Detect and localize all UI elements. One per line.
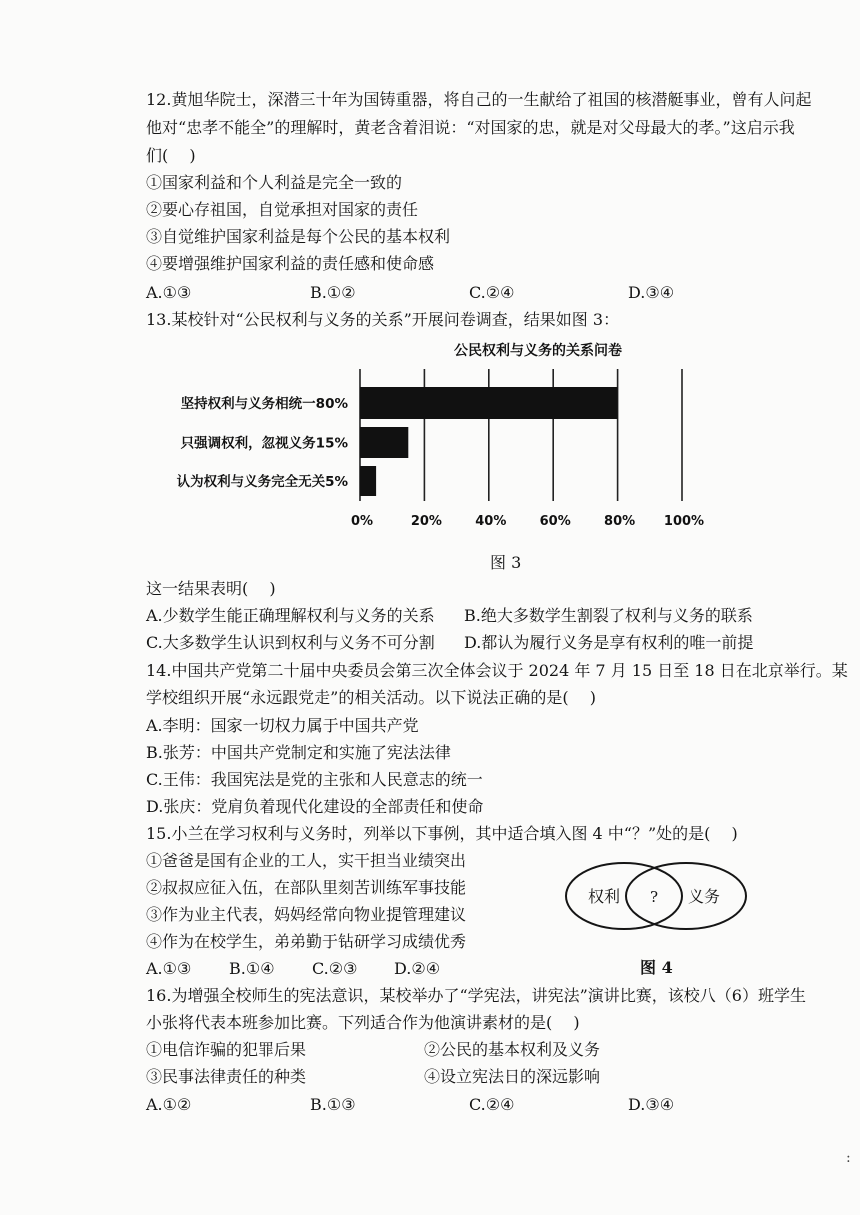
chart-category-label: 只强调权利，忽视义务15% (180, 435, 348, 452)
q14-stem-line-1: 14.中国共产党第二十届中央委员会第三次全体会议于 2024 年 7 月 15 日至 18 日在北京举行。某 (146, 661, 848, 680)
q12-stem-line-3: 们( ) (146, 146, 196, 165)
q16-item-3: ③民事法律责任的种类 (146, 1067, 307, 1086)
chart-bar (360, 387, 618, 419)
margin-mark: : (846, 1150, 851, 1166)
q12-option-c[interactable]: C.②④ (469, 283, 515, 302)
chart-tick-label: 60% (539, 514, 571, 529)
chart-tick-labels (351, 514, 704, 529)
q12-item-4: ④要增强维护国家利益的责任感和使命感 (146, 254, 435, 273)
q15-stem: 15.小兰在学习权利与义务时，列举以下事例，其中适合填入图 4 中“？”处的是( ) (146, 824, 738, 843)
q16-option-c[interactable]: C.②④ (469, 1095, 515, 1114)
chart-category-label: 坚持权利与义务相统一80% (180, 396, 348, 412)
q15-option-b[interactable]: B.①④ (229, 959, 275, 978)
q16-option-b[interactable]: B.①③ (310, 1095, 356, 1114)
q12-option-a[interactable]: A.①③ (146, 283, 192, 302)
q16-stem-line-1: 16.为增强全校师生的宪法意识，某校举办了“学宪法，讲宪法”演讲比赛，该校八（6）班学生 (146, 986, 806, 1005)
figure-4-caption: 图 4 (640, 958, 673, 977)
q12-stem-line-2: 他对“忠孝不能全”的理解时，黄老含着泪说：“对国家的忠，就是对父母最大的孝。”这启示我 (146, 118, 795, 137)
q16-item-4: ④设立宪法日的深远影响 (424, 1067, 601, 1086)
venn-diagram (562, 858, 752, 934)
q12-option-b[interactable]: B.①② (310, 283, 356, 302)
venn-right-circle (626, 863, 746, 929)
q15-item-3: ③作为业主代表，妈妈经常向物业提管理建议 (146, 905, 467, 924)
q14-option-b[interactable]: B.张芳：中国共产党制定和实施了宪法法律 (146, 743, 451, 762)
venn-middle-label: ? (649, 888, 659, 906)
q16-item-2: ②公民的基本权利及义务 (424, 1040, 601, 1059)
q15-item-2: ②叔叔应征入伍，在部队里刻苦训练军事技能 (146, 878, 467, 897)
venn-left-label: 权利 (587, 887, 621, 906)
q12-stem-line-1: 12.黄旭华院士，深潜三十年为国铸重器，将自己的一生献给了祖国的核潜艇事业，曾有人问起 (146, 90, 812, 109)
chart-bar (360, 427, 408, 458)
q12-item-3: ③自觉维护国家利益是每个公民的基本权利 (146, 227, 451, 246)
q16-item-1: ①电信诈骗的犯罪后果 (146, 1040, 307, 1059)
q14-option-c[interactable]: C.王伟：我国宪法是党的主张和人民意志的统一 (146, 770, 483, 789)
q13-option-a[interactable]: A.少数学生能正确理解权利与义务的关系 (146, 606, 435, 625)
q14-stem-line-2: 学校组织开展“永远跟党走”的相关活动。以下说法正确的是( ) (146, 688, 596, 707)
q16-option-a[interactable]: A.①② (146, 1095, 192, 1114)
q12-item-2: ②要心存祖国，自觉承担对国家的责任 (146, 200, 419, 219)
chart-bar (360, 466, 376, 496)
chart-tick-label: 20% (410, 514, 442, 529)
chart-category-label: 认为权利与义务完全无关5% (176, 474, 348, 490)
chart-tick-label: 40% (475, 514, 507, 529)
q16-option-d[interactable]: D.③④ (628, 1095, 675, 1114)
q15-item-1: ①爸爸是国有企业的工人，实干担当业绩突出 (146, 851, 467, 870)
q13-option-c[interactable]: C.大多数学生认识到权利与义务不可分割 (146, 633, 435, 652)
q15-option-a[interactable]: A.①③ (146, 959, 192, 978)
q12-item-1: ①国家利益和个人利益是完全一致的 (146, 173, 403, 192)
chart-tick-label: 100% (663, 514, 705, 529)
chart-category-labels (177, 395, 349, 490)
survey-bar-chart (140, 335, 730, 535)
q13-question: 这一结果表明( ) (146, 579, 276, 598)
q15-option-d[interactable]: D.②④ (394, 959, 441, 978)
q12-option-d[interactable]: D.③④ (628, 283, 675, 302)
q14-option-d[interactable]: D.张庆：党肩负着现代化建设的全部责任和使命 (146, 797, 484, 816)
q13-option-b[interactable]: B.绝大多数学生割裂了权利与义务的联系 (464, 606, 753, 625)
venn-left-circle (566, 863, 682, 929)
venn-right-label: 义务 (687, 887, 721, 906)
q15-option-c[interactable]: C.②③ (312, 959, 358, 978)
q16-stem-line-2: 小张将代表本班参加比赛。下列适合作为他演讲素材的是( ) (146, 1013, 580, 1032)
chart-tick-label: 80% (604, 514, 636, 529)
figure-3-caption: 图 3 (490, 553, 522, 572)
q14-option-a[interactable]: A.李明：国家一切权力属于中国共产党 (146, 716, 419, 735)
chart-tick-label: 0% (350, 514, 374, 529)
chart-title: 公民权利与义务的关系问卷 (454, 343, 622, 359)
q15-item-4: ④作为在校学生，弟弟勤于钻研学习成绩优秀 (146, 932, 467, 951)
q13-stem: 13.某校针对“公民权利与义务的关系”开展问卷调查，结果如图 3： (146, 310, 620, 329)
q13-option-d[interactable]: D.都认为履行义务是享有权利的唯一前提 (464, 633, 754, 652)
